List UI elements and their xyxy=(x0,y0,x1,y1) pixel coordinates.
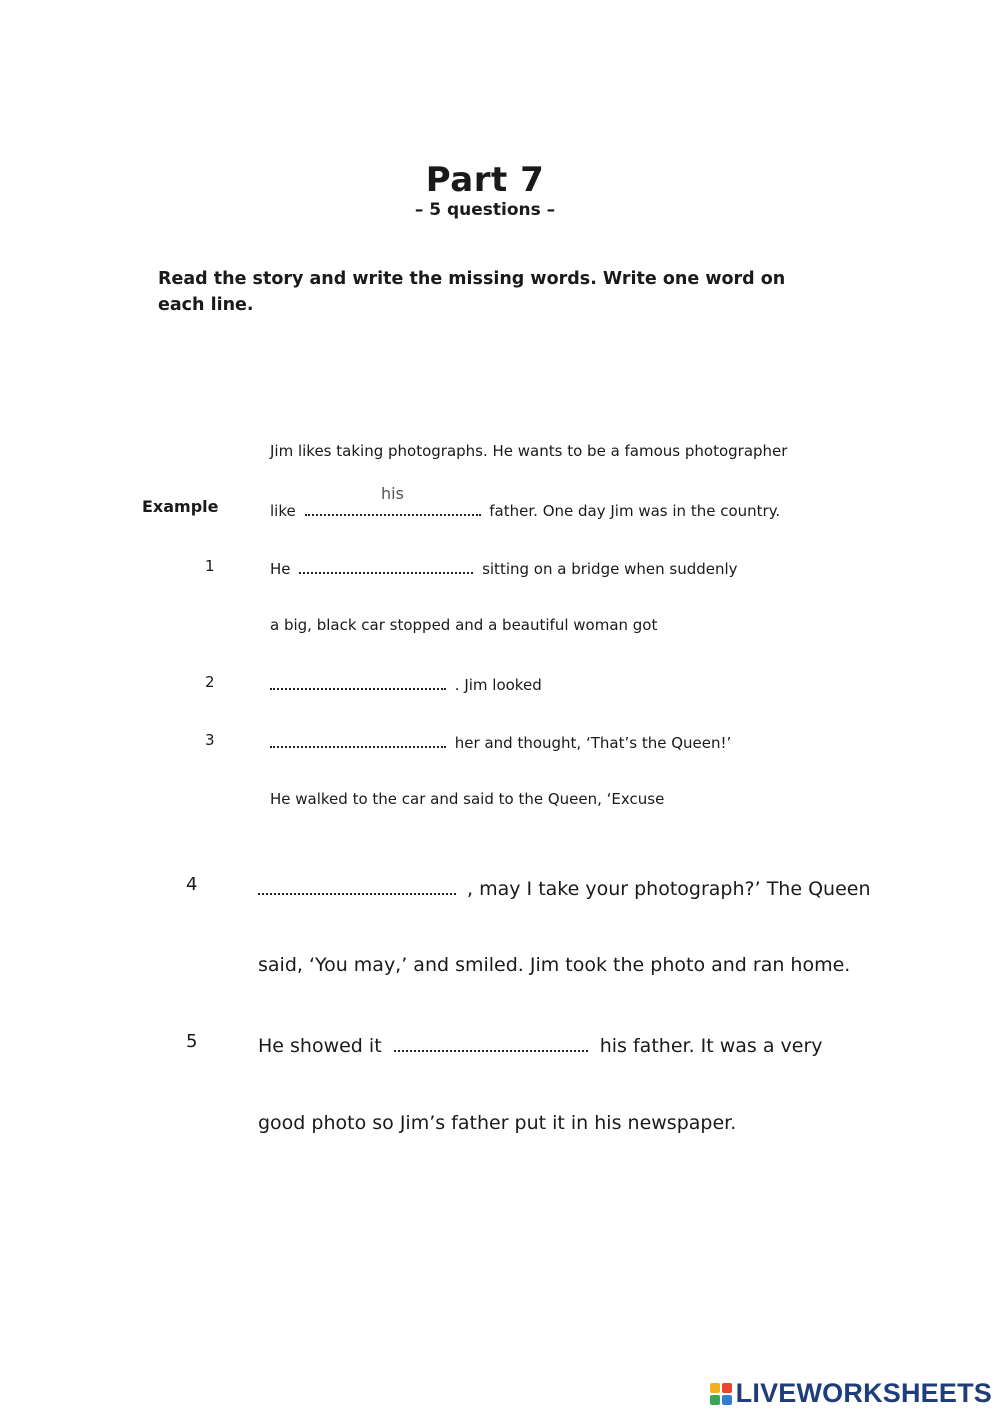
q5-answer-input[interactable] xyxy=(394,1032,588,1052)
q4-answer-input[interactable] xyxy=(258,875,456,895)
example-line xyxy=(270,484,781,520)
q5-text-after: his father. It was a very xyxy=(599,1035,823,1057)
liveworksheets-logo xyxy=(710,1378,992,1409)
example-label: Example xyxy=(142,497,219,516)
question-number-5: 5 xyxy=(186,1031,198,1052)
q5-text-before: He showed it xyxy=(258,1035,382,1057)
story-line: a big, black car stopped and a beautiful woman got xyxy=(270,616,658,634)
q1-answer-input[interactable] xyxy=(299,558,473,574)
example-text-before: like xyxy=(270,502,296,520)
story-line: good photo so Jim’s father put it in his newspaper. xyxy=(258,1112,737,1134)
question-3-line xyxy=(270,732,731,752)
q2-answer-input[interactable] xyxy=(270,674,446,690)
question-number-1: 1 xyxy=(205,557,215,575)
question-number-3: 3 xyxy=(205,731,215,749)
q3-answer-input[interactable] xyxy=(270,732,446,748)
question-2-line xyxy=(270,674,542,694)
q2-text-after: . Jim looked xyxy=(454,676,542,694)
instructions: Read the story and write the missing words. Write one word on each line. xyxy=(158,269,786,315)
question-1-line xyxy=(270,558,738,578)
question-number-4: 4 xyxy=(186,874,198,895)
q3-text-after: her and thought, ‘That’s the Queen!’ xyxy=(454,734,732,752)
story-line: said, ‘You may,’ and smiled. Jim took the photo and ran home. xyxy=(258,954,851,976)
question-5-line xyxy=(258,1032,823,1057)
q1-text-after: sitting on a bridge when suddenly xyxy=(482,560,738,578)
q1-text-before: He xyxy=(270,560,291,578)
example-answer: his xyxy=(381,484,404,503)
page-subtitle: – 5 questions – xyxy=(414,200,556,220)
liveworksheets-logo-text: LIVEWORKSHEETS xyxy=(735,1378,992,1408)
example-text-after: father. One day Jim was in the country. xyxy=(489,502,781,520)
question-number-2: 2 xyxy=(205,673,215,691)
example-answer-blank xyxy=(305,484,481,516)
page-title: Part 7 xyxy=(425,160,545,200)
liveworksheets-logo-icon xyxy=(710,1383,732,1405)
story-line: Jim likes taking photographs. He wants to be a famous photographer xyxy=(270,442,788,460)
q4-text-after: , may I take your photograph?’ The Queen xyxy=(467,878,871,900)
question-4-line xyxy=(258,875,871,900)
story-line: He walked to the car and said to the Queen, ‘Excuse xyxy=(270,790,665,808)
